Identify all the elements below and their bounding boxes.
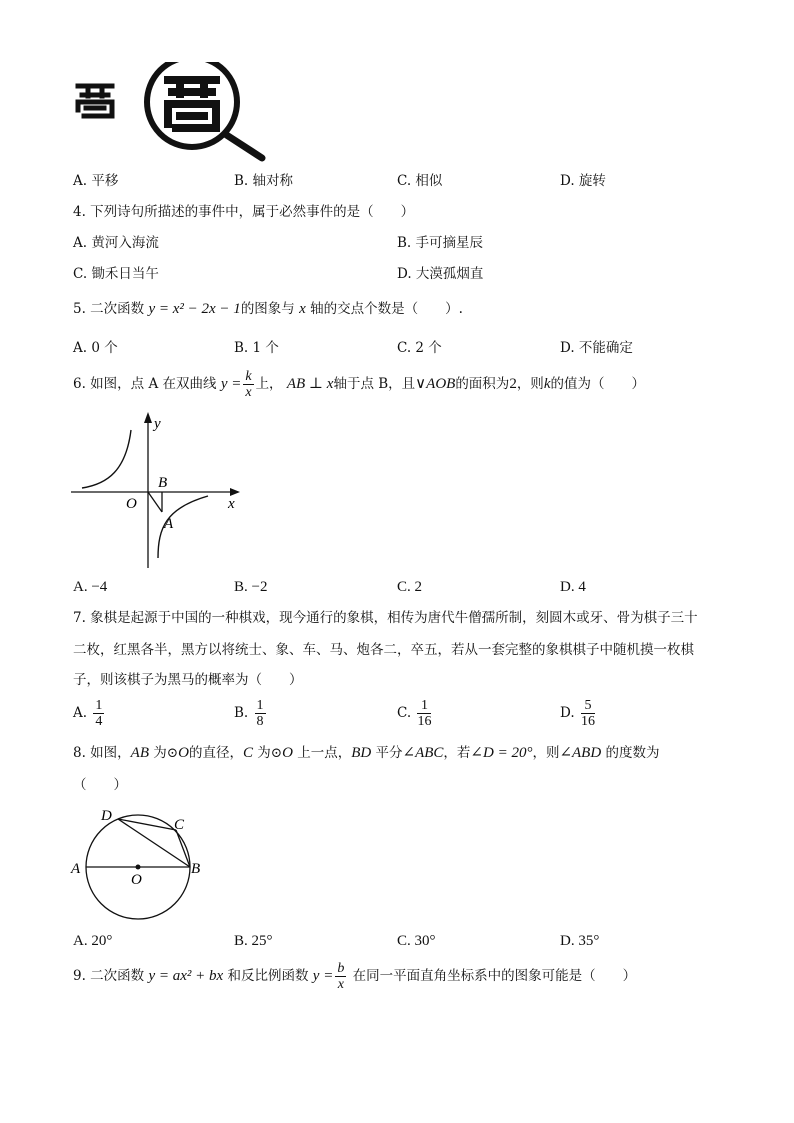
q5-option-a: A. 0 个 [73,340,118,356]
label-a: A [164,516,174,532]
q7-option-a: A. $\frac{1}{4}$ [73,698,103,729]
q7-line3: 子，则该棋子为黑马的概率为（ ） [73,672,303,688]
q6-suffix: 的值为（ ） [550,376,645,392]
q5-question [73,300,463,318]
magnifier-icon [147,62,262,158]
q6-mid1: 上， [255,376,283,392]
q4-question: 4. 下列诗句所描述的事件中，属于必然事件的是（ ） [73,204,415,220]
label-o: O [131,872,142,888]
q3-option-c: C. 相似 [397,173,443,189]
q3-option-d: D. 旋转 [560,173,606,189]
q6-prefix: 6. 如图，点 A 在双曲线 [73,376,217,392]
q5-formula: y = x² − 2x − 1 [148,301,241,317]
chord-cb [176,830,190,867]
y-axis-arrow-icon [144,412,152,423]
q7-line1: 7. 象棋是起源于中国的一种棋戏，现今通行的象棋，相传为唐代牛僧孺所制，刻圆木或牙、骨为棋子三十 [73,610,698,626]
q8-circle-figure [68,800,218,930]
q5-var: x [299,301,306,317]
q3-option-a: A. 平移 [73,173,119,189]
q6-mid3: 的面积为 [455,376,510,392]
q6-option-c: C. 2 [397,579,423,595]
label-d: D [101,808,112,824]
q6-triangle: ∨AOB [415,376,456,392]
q4-option-c: C. 锄禾日当午 [73,266,159,282]
q7-option-c: C. $\frac{1}{16}$ [397,698,432,729]
q8-blank: （ ） [73,777,127,793]
label-a: A [71,861,81,877]
q6-fraction: $\frac{k}{x}$ [245,369,252,400]
q6-option-a: A. −4 [73,579,108,595]
q9-question: 9. 二次函数 y = ax² + bx 和反比例函数 y = $\frac{b}{x}$ 在同一平面直角坐标系中的图象可能是（ ） [73,961,637,992]
q5-option-d: D. 不能确定 [560,340,633,356]
q8-option-b: B. 25° [234,933,273,949]
q4-option-d: D. 大漠孤烟直 [397,266,484,282]
q8-option-c: C. 30° [397,933,436,949]
q6-mid2: 轴于点 B，且 [333,376,416,392]
q6-question: 6. 如图，点 A 在双曲线 y = $\frac{k}{x}$ 上， AB ⊥ x轴于点 B，且∨AOB的面积为2，则k的值为（ ） [73,369,645,400]
label-o: O [126,496,137,512]
q5-prefix: 5. 二次函数 [73,301,145,317]
q5-mid: 的图象与 [240,301,295,317]
hyperbola-branch-upper [82,430,131,488]
q6-option-b: B. −2 [234,579,268,595]
magnifier-figure [70,62,280,167]
q7-line2: 二枚，红黑各半，黑方以将统士、象、车、马、炮各二，卒五，若从一套完整的象棋棋子中随机摸一枚棋 [73,642,694,658]
x-axis-arrow-icon [230,488,240,496]
center-point [136,865,141,870]
q7-option-b: B. $\frac{1}{8}$ [234,698,264,729]
q8-option-d: D. 35° [560,933,600,949]
q5-option-c: C. 2 个 [397,340,442,356]
q5-suffix: 轴的交点个数是（ ）. [310,301,463,317]
label-y: y [154,416,161,432]
q5-option-b: B. 1 个 [234,340,279,356]
label-x: x [228,496,235,512]
q6-area: 2 [509,376,517,392]
q4-option-b: B. 手可摘星辰 [397,235,484,251]
q7-option-d: D. $\frac{5}{16}$ [560,698,595,729]
small-glyph-icon [78,86,112,116]
q8-question: 8. 如图，AB 为⊙O的直径，C 为⊙O 上一点，BD 平分∠ABC，若∠D = 20°，则∠ABD 的度数为 [73,745,660,761]
q6-hyperbola-figure [68,408,248,570]
q6-mid4: ，则 [516,376,544,392]
label-b: B [158,475,168,491]
label-c: C [174,817,185,833]
q3-option-b: B. 轴对称 [234,173,294,189]
q6-perp: AB ⊥ x [286,376,334,392]
label-b: B [191,861,201,877]
q6-option-d: D. 4 [560,579,586,595]
q6-k: k [543,376,551,392]
q8-option-a: A. 20° [73,933,113,949]
segment-oa [148,492,162,512]
q4-option-a: A. 黄河入海流 [73,235,159,251]
